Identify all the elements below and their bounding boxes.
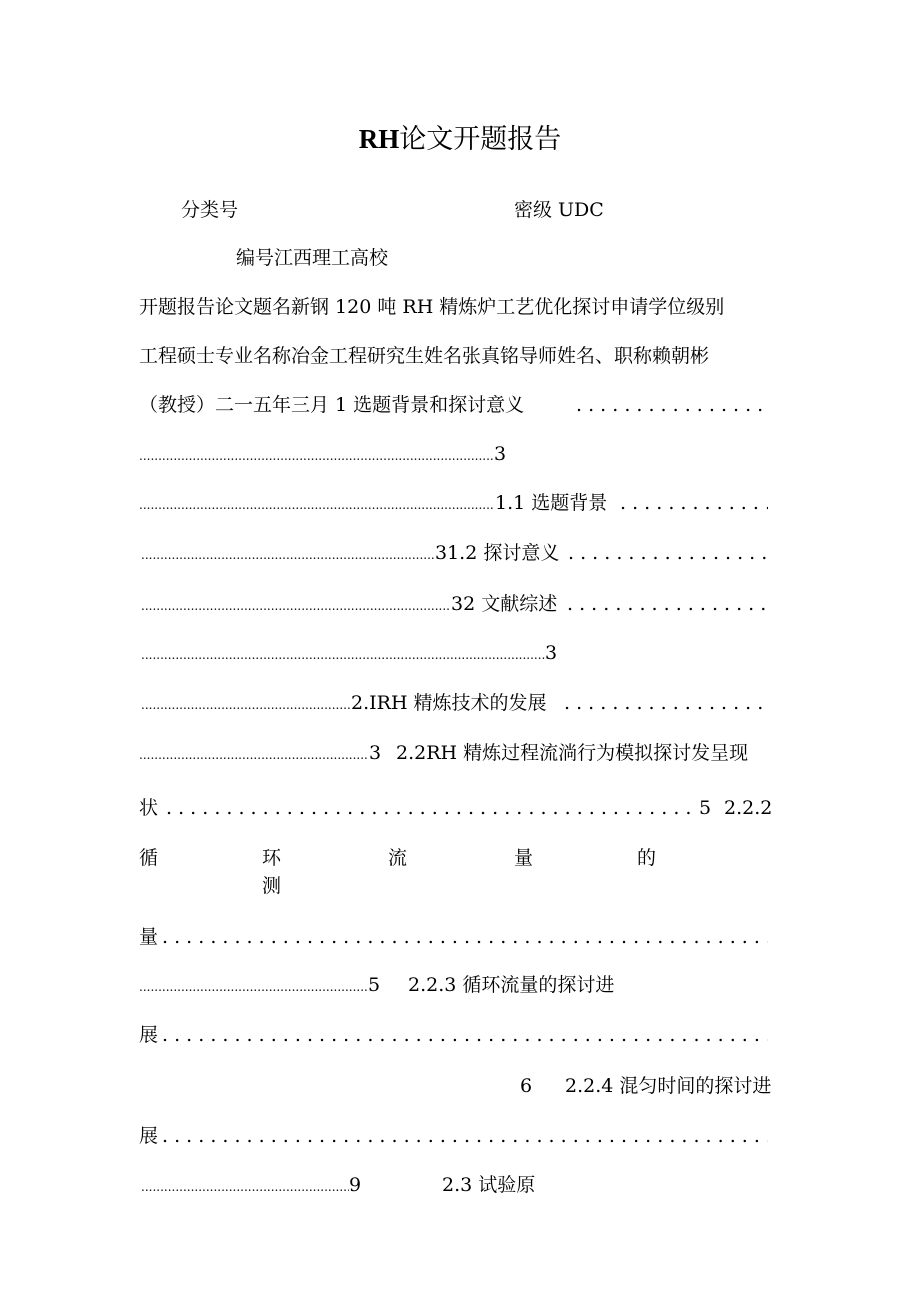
toc-leader [141,548,435,564]
toc-leader [162,1022,768,1048]
toc-entry-1-1: 1.1 选题背景 [495,492,608,514]
toc-leader [139,449,495,465]
title-text: 论文开题报告 [399,124,562,155]
classification-label: 分类号 [181,199,239,221]
page-title [0,122,920,157]
toc-entry-2-2-3-cont: 展 [139,1024,159,1046]
toc-page: 6 [520,1075,533,1097]
spread-char: 量 [514,847,534,869]
toc-leader [576,392,768,418]
secret-udc-label: 密级 UDC [514,199,604,221]
toc-entry-2-1: 2.IRH 精炼技术的发展 [351,692,547,714]
toc-leader [139,498,495,514]
toc-leader [162,1123,768,1149]
spread-char: 的 [637,847,657,869]
toc-page: 5 [368,974,381,996]
toc-leader [166,795,698,821]
toc-entry-2-3: 2.3 试验原 [442,1174,536,1196]
spread-char: 环 [262,847,282,869]
toc-page: 3 [494,443,507,465]
toc-leader [139,980,367,996]
body-line-2: 工程硕士专业名称冶金工程研究生姓名张真铭导师姓名、职称赖朝彬 [139,345,710,367]
title-bold: RH [358,124,400,154]
toc-leader [139,748,368,764]
toc-page: 5 [699,797,712,819]
toc-leader [564,690,768,716]
toc-entry-2-2-3: 2.2.3 循环流量的探讨进 [408,974,615,996]
toc-entry-2-2-2-cont: 量 [139,926,159,948]
toc-leader [141,599,451,615]
toc-leader [162,924,768,950]
spread-char: 循 [139,847,159,869]
toc-page: 9 [349,1174,362,1196]
toc-entry-2-2-4: 2.2.4 混匀时间的探讨进 [565,1075,772,1097]
toc-entry-1-2: 31.2 探讨意义 [435,542,560,564]
toc-leader [620,490,768,516]
toc-page: 3 [369,742,382,764]
spread-char: 测 [262,875,282,897]
toc-page: 3 [545,642,558,664]
toc-leader [141,698,351,714]
toc-leader [567,591,768,617]
body-line-1: 开题报告论文题名新钢 120 吨 RH 精炼炉工艺优化探讨申请学位级别 [139,296,725,318]
body-line-3: （教授）二一五年三月 1 选题背景和探讨意义 [139,394,525,416]
toc-leader [568,540,768,566]
toc-entry-2-2-4-cont: 展 [139,1125,159,1147]
toc-entry-2-2: 2.2RH 精炼过程流淌行为模拟探讨发呈现 [396,742,749,764]
toc-leader [141,1180,349,1196]
spread-char: 流 [388,847,408,869]
toc-entry-2: 32 文献综述 [451,593,558,615]
number-school: 编号江西理工高校 [236,247,389,269]
toc-entry-2-2-cont: 状 [139,797,159,819]
toc-leader [141,648,545,664]
toc-entry-2-2-2: 2.2.2 [724,797,773,819]
